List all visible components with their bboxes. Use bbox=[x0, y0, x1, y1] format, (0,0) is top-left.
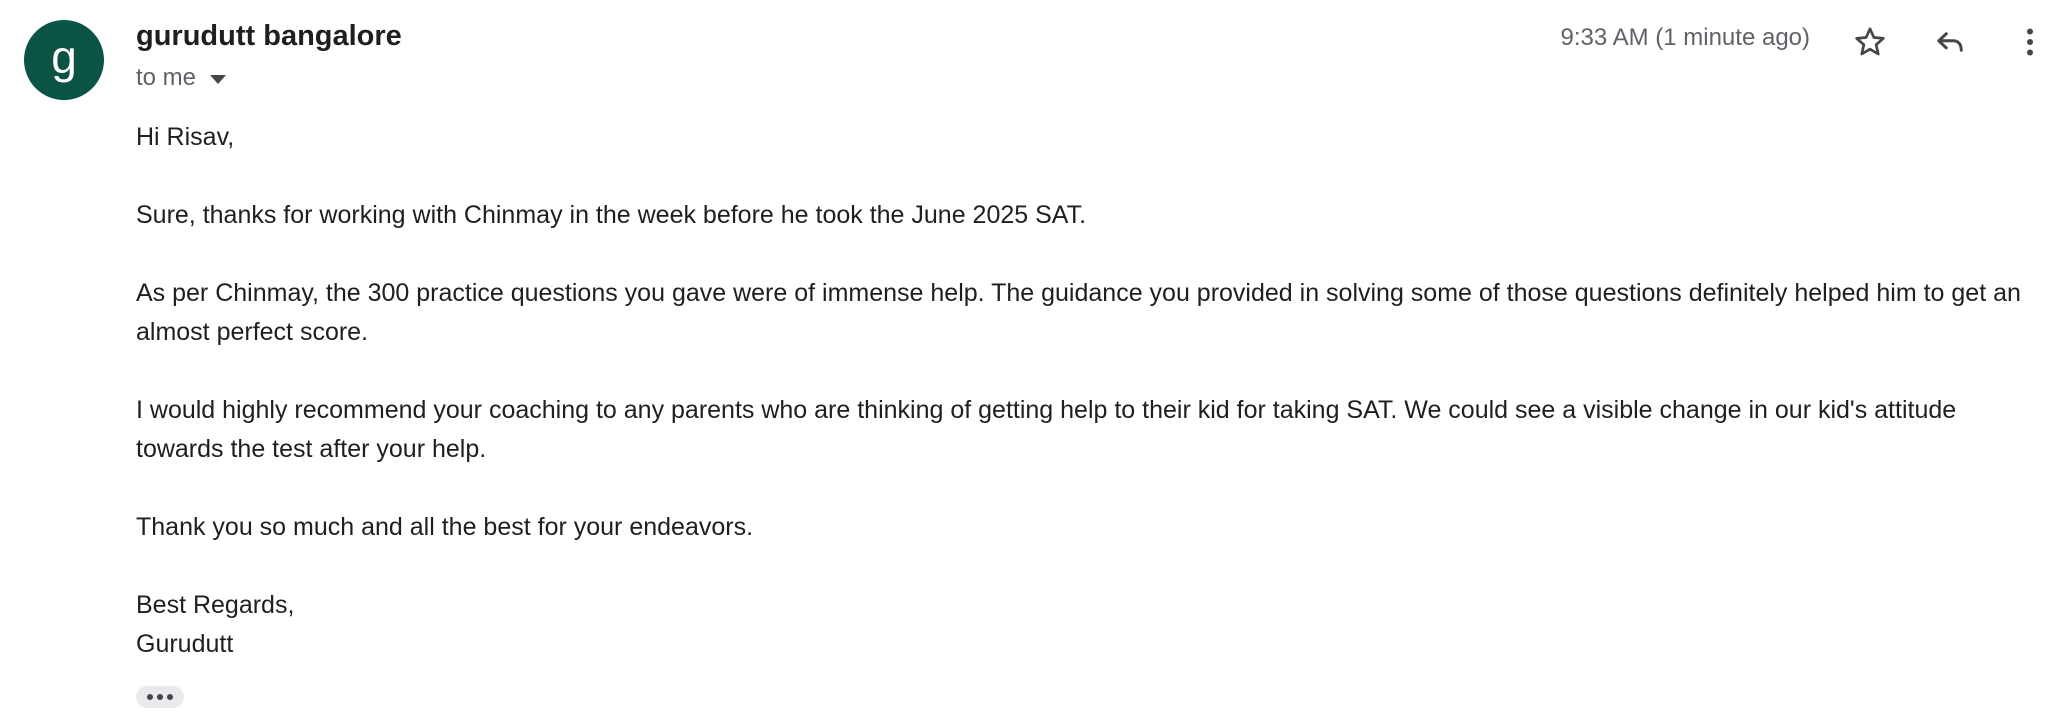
closing: Best Regards, bbox=[136, 591, 295, 619]
more-horiz-icon bbox=[147, 694, 153, 700]
recipient-label: to me bbox=[136, 64, 197, 91]
more-horiz-icon bbox=[157, 694, 163, 700]
show-trimmed-content-button[interactable] bbox=[136, 686, 184, 708]
reply-button[interactable] bbox=[1928, 20, 1972, 64]
recipient-details-toggle[interactable] bbox=[136, 64, 226, 92]
message-paragraph: I would highly recommend your coaching to any parents who are thinking of getting help to their kid for taking SAT. We could see a visible change in our kid's attitude towards the test after your help. bbox=[136, 396, 1957, 463]
sender-name[interactable]: gurudutt bangalore bbox=[136, 20, 402, 52]
greeting: Hi Risav, bbox=[136, 123, 235, 151]
message-body bbox=[136, 118, 2036, 664]
avatar[interactable] bbox=[24, 20, 104, 100]
chevron-down-icon[interactable] bbox=[210, 75, 226, 84]
avatar-letter: g bbox=[51, 31, 77, 83]
message-paragraph: Sure, thanks for working with Chinmay in the week before he took the June 2025 SAT. bbox=[136, 201, 1087, 229]
message-paragraph: Thank you so much and all the best for your endeavors. bbox=[136, 513, 754, 541]
signature: Gurudutt bbox=[136, 630, 234, 658]
more-vert-icon bbox=[2012, 24, 2048, 60]
star-icon bbox=[1852, 24, 1888, 60]
message-paragraph: As per Chinmay, the 300 practice questions you gave were of immense help. The guidance you provided in solving some of those questions definitely helped him to get an almost perfect score. bbox=[136, 279, 2021, 346]
message-timestamp: 9:33 AM (1 minute ago) bbox=[1560, 24, 1810, 51]
star-button[interactable] bbox=[1848, 20, 1892, 64]
more-horiz-icon bbox=[167, 694, 173, 700]
reply-icon bbox=[1932, 24, 1968, 60]
more-options-button[interactable] bbox=[2008, 20, 2052, 64]
